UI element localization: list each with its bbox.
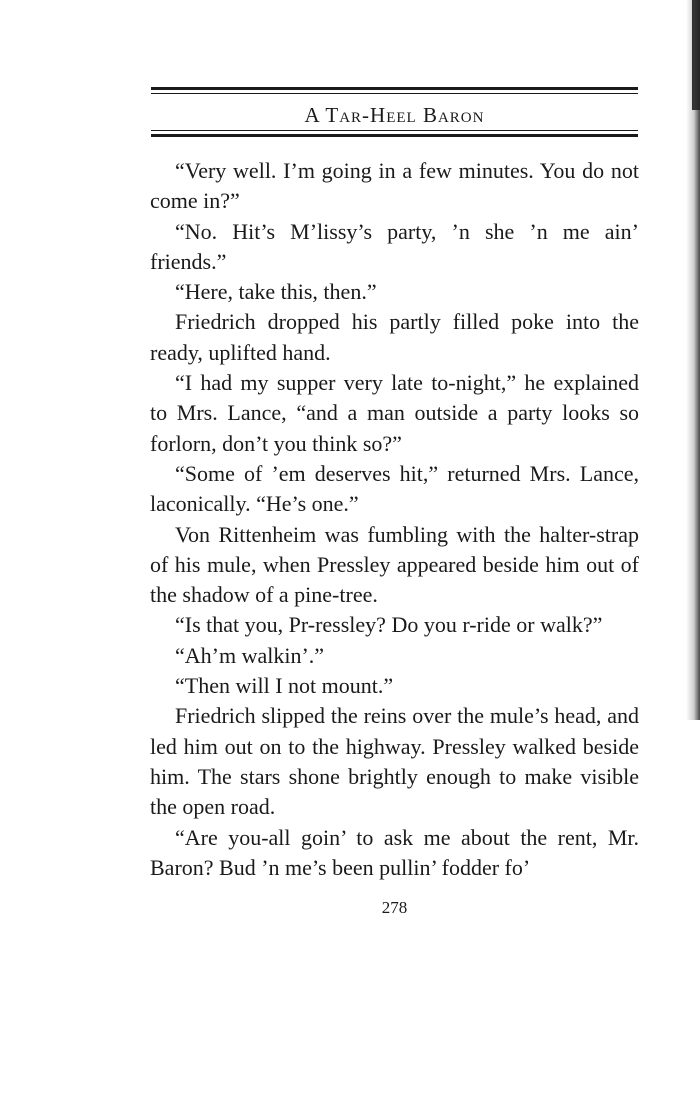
- running-head: A Tar-Heel Baron: [304, 103, 485, 127]
- header-rule-top-thin: [151, 93, 638, 94]
- paragraph: “Here, take this, then.”: [175, 279, 377, 305]
- paragraph: “Ah’m walkin’.”: [175, 642, 325, 668]
- paragraph: “Then will I not mount.”: [175, 673, 394, 699]
- page-edge-shadow: [686, 0, 700, 720]
- header-rule-top-thick: [151, 87, 638, 90]
- paragraph: “Is that you, Pr-ressley? Do you r-ride or walk?”: [175, 612, 603, 638]
- paragraph: “Are you-all goin’ to ask me about the rent, Mr. Baron? Bud ’n me’s been pullin’ fodder fo’: [150, 824, 639, 880]
- paragraph: Friedrich dropped his partly filled poke into the ready, uplifted hand.: [150, 309, 639, 365]
- body-text: [150, 156, 639, 883]
- page-number: 278: [381, 898, 408, 917]
- header-rule-bottom-thick: [151, 134, 638, 137]
- paragraph: Von Rittenheim was fumbling with the halter-strap of his mule, when Pressley appeared beside him out of the shadow of a pine-tree.: [150, 521, 639, 608]
- paragraph: “Some of ’em deserves hit,” returned Mrs. Lance, laconically. “He’s one.”: [150, 460, 639, 517]
- paragraph: “Very well. I’m going in a few minutes. You do not come in?”: [150, 158, 639, 214]
- paragraph: Friedrich slipped the reins over the mule’s head, and led him out on to the highway. Pressley walked beside him. The stars shone brightly enough to make visible the open road.: [150, 703, 639, 820]
- paragraph: “I had my supper very late to-night,” he explained to Mrs. Lance, “and a man outside a party looks so forlorn, don’t you think so?”: [150, 370, 639, 456]
- header-rule-bottom-thin: [151, 130, 638, 131]
- paragraph: “No. Hit’s M’lissy’s party, ’n she ’n me ain’ friends.”: [150, 218, 639, 274]
